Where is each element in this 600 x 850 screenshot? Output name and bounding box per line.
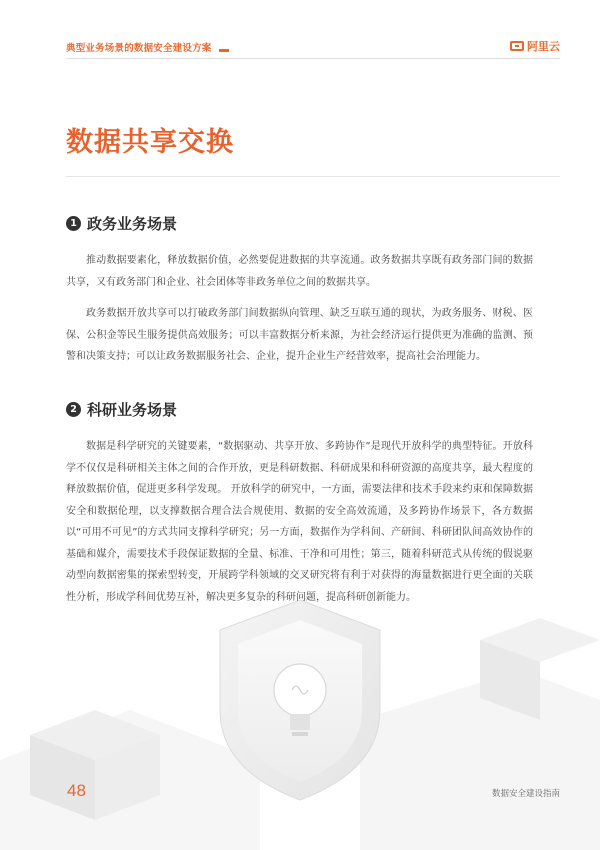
section-number-badge: 2 (66, 402, 81, 417)
section-heading (66, 213, 533, 233)
paragraph: 推动数据要素化，释放数据价值，必然要促进数据的共享流通。政务数据共享既有政务部门间的数据共享，又有政务部门和企业、社会团体等非政务单位之间的数据共享。 (66, 255, 533, 288)
logo-text: 阿里云 (527, 40, 560, 53)
header-accent-dash (219, 49, 229, 52)
title-divider (66, 176, 560, 177)
aliyun-logo (510, 38, 560, 54)
section-research (66, 399, 533, 608)
page-header (66, 40, 560, 62)
section-number-badge: 1 (66, 216, 81, 231)
section-title: 政务业务场景 (87, 214, 178, 233)
section-government (66, 213, 533, 368)
section-heading (66, 399, 533, 419)
aliyun-logo-icon (510, 41, 524, 51)
section-title: 科研业务场景 (87, 400, 178, 419)
paragraph: 政务数据开放共享可以打破政务部门间数据纵向管理、缺乏互联互通的现状，为政务服务、财税、医保、公积金等民生服务提供高效服务；可以丰富数据分析来源，为社会经济运行提供更为准确的监测、预警和决策支持；可以让政务数据服务社会、企业，提升企业生产经营效率，提高社会治理能力。 (66, 308, 533, 362)
page-number: 48 (67, 781, 86, 800)
header-doc-title: 典型业务场景的数据安全建设方案 (66, 43, 212, 54)
page-title: 数据共享交换 (66, 127, 234, 158)
header-divider (66, 58, 560, 59)
paragraph: 数据是科学研究的关键要素，“数据驱动、共享开放、多跨协作”是现代开放科学的典型特征。开放科学不仅仅是科研相关主体之间的合作开放，更是科研数据、科研成果和科研资源的高度共享，最大程度的释放数据价值，促进更多科学发现。 开放科学的研究中，一方面，需要法律和技术手段来约束和保障数据安全和数据伦理，以支撑数据合理合法合规使用、数据的安全高效流通，及多跨协作场景下，各方数据以“可用不可见”的方式共同支撑科学研究；另一方面，数据作为学科间、产研间、科研团队间高效协作的基础和媒介，需要技术手段保证数据的全量、标准、干净和可用性；第三，随着科研范式从传统的假说驱动型向数据密集的探索型转变，开展跨学科领域的交叉研究将有利于对获得的海量数据进行更全面的关联性分析，形成学科间优势互补，解决更多复杂的科研问题，提高科研创新能力。 (66, 441, 533, 603)
footer-guide-title: 数据安全建设指南 (491, 789, 560, 799)
